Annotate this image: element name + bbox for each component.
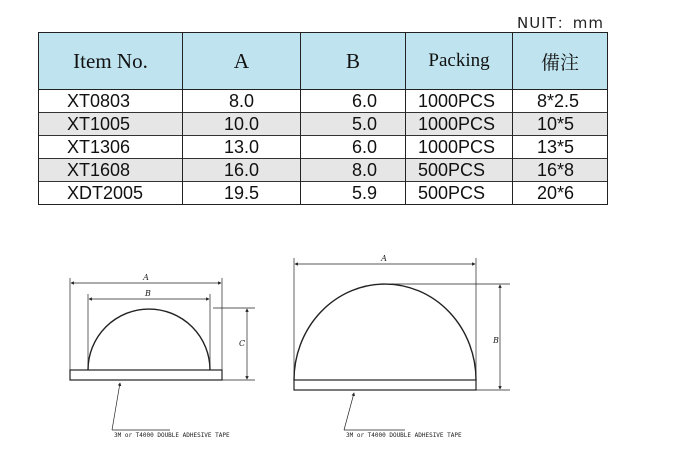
cell-packing: 1000PCS (406, 113, 513, 136)
left-tape-note: 3M or T4000 DOUBLE ADHESIVE TAPE (114, 432, 230, 439)
cell-item-no: XT1306 (39, 136, 183, 159)
left-bumper-drawing (70, 278, 255, 430)
left-dim-c-label: C (238, 339, 246, 348)
header-b: B (301, 33, 406, 90)
cell-b: 5.9 (301, 182, 406, 205)
cell-item-no: XT0803 (39, 90, 183, 113)
cell-item-no: XT1608 (39, 159, 183, 182)
cell-note: 16*8 (513, 159, 608, 182)
cell-a: 19.5 (183, 182, 301, 205)
cell-note: 8*2.5 (513, 90, 608, 113)
cell-a: 8.0 (183, 90, 301, 113)
header-a: A (183, 33, 301, 90)
right-bumper-drawing (294, 258, 510, 430)
left-dim-a-label: A (143, 273, 149, 282)
right-dim-a-label: A (381, 254, 387, 263)
header-note: 備注 (513, 33, 608, 90)
cell-a: 16.0 (183, 159, 301, 182)
cell-packing: 1000PCS (406, 90, 513, 113)
right-tape-note: 3M or T4000 DOUBLE ADHESIVE TAPE (346, 432, 462, 439)
right-dim-b-label: B (493, 336, 499, 345)
cell-packing: 500PCS (406, 182, 513, 205)
cell-a: 10.0 (183, 113, 301, 136)
cell-a: 13.0 (183, 136, 301, 159)
cell-packing: 1000PCS (406, 136, 513, 159)
unit-label: NUIT：mm (517, 14, 605, 32)
cell-packing: 500PCS (406, 159, 513, 182)
cell-note: 10*5 (513, 113, 608, 136)
cell-item-no: XT1005 (39, 113, 183, 136)
cell-item-no: XDT2005 (39, 182, 183, 205)
left-dim-b-label: B (145, 289, 151, 298)
cell-b: 6.0 (301, 136, 406, 159)
cell-note: 20*6 (513, 182, 608, 205)
cell-b: 6.0 (301, 90, 406, 113)
cell-note: 13*5 (513, 136, 608, 159)
header-packing: Packing (406, 33, 513, 90)
cell-b: 5.0 (301, 113, 406, 136)
header-item-no: Item No. (39, 33, 183, 90)
cell-b: 8.0 (301, 159, 406, 182)
